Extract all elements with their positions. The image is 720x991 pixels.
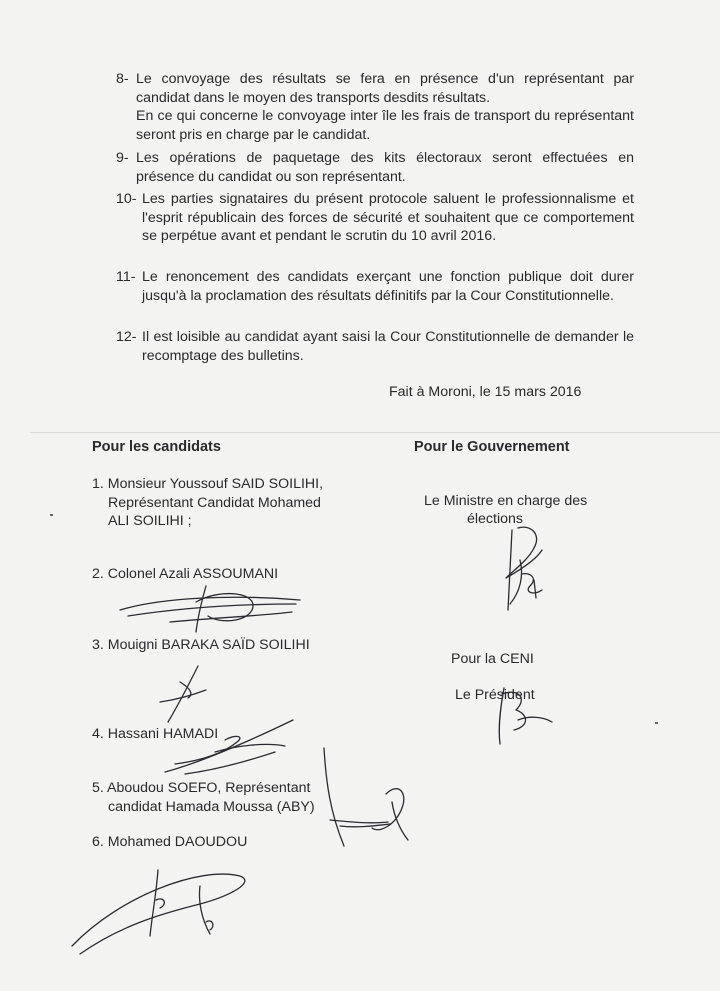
candidate-1-role: Représentant Candidat Mohamed — [108, 495, 321, 511]
candidate-6-name: 6. Mohamed DAOUDOU — [92, 834, 248, 850]
candidate-6-signature — [60, 856, 260, 966]
article-text: Les parties signataires du présent protocole saluent le professionnalisme et l'esprit républicain des forces de sécurité et souhaitent que ce comportement se perpétue avant et pendant le scrutin du 10 avril 2016. — [142, 191, 634, 244]
minister-title-2: élections — [467, 511, 523, 527]
article-11 — [116, 268, 634, 305]
place-date: Fait à Moroni, le 15 mars 2016 — [389, 384, 582, 400]
article-number: 11- — [116, 269, 136, 285]
ceni-label: Pour la CENI — [451, 651, 534, 667]
speck-mark — [50, 514, 53, 516]
candidate-2-signature — [110, 582, 310, 642]
minister-title: Le Ministre en charge des — [424, 493, 588, 509]
article-text: Il est loisible au candidat ayant saisi la Cour Constitutionnelle de demander le recomptage des bulletins. — [142, 329, 634, 364]
candidate-5-signature — [300, 742, 420, 852]
article-12 — [116, 328, 634, 365]
candidate-1-name: 1. Monsieur Youssouf SAID SOILIHI, — [92, 476, 324, 492]
candidate-5-role: candidat Hamada Moussa (ABY) — [108, 799, 315, 815]
candidate-4-name: 4. Hassani HAMADI — [92, 726, 219, 742]
candidate-3-name: 3. Mouigni BARAKA SAÏD SOILIHI — [92, 637, 310, 653]
article-10 — [116, 190, 634, 246]
article-text: Le renoncement des candidats exerçant une fonction publique doit durer jusqu'à la proclamation des résultats définitifs par la Cour Constitutionnelle. — [142, 269, 634, 304]
candidate-2-name: 2. Colonel Azali ASSOUMANI — [92, 566, 279, 582]
government-heading: Pour le Gouvernement — [414, 439, 570, 455]
article-number: 12- — [116, 329, 137, 345]
article-9 — [116, 149, 634, 186]
candidate-5-name: 5. Aboudou SOEFO, Représentant — [92, 780, 311, 796]
article-text: Les opérations de paquetage des kits électoraux seront effectuées en présence du candidat ou son représentant. — [136, 150, 634, 185]
article-8 — [116, 70, 634, 144]
article-number: 10- — [116, 191, 137, 207]
article-number: 8- — [116, 71, 129, 87]
president-label: Le Président — [455, 687, 535, 703]
minister-signature — [490, 520, 570, 620]
fold-line — [30, 432, 720, 433]
article-text: En ce qui concerne le convoyage inter île les frais de transport du représentant seront pris en charge par le candidat. — [136, 108, 634, 143]
candidate-4-signature — [155, 712, 305, 782]
candidates-heading: Pour les candidats — [92, 439, 221, 455]
speck-mark — [655, 722, 658, 724]
article-text: Le convoyage des résultats se fera en présence d'un représentant par candidat dans le moyen des transports desdits résultats. — [136, 71, 634, 106]
candidate-1-candidate: ALI SOILIHI ; — [108, 513, 192, 529]
president-signature — [488, 680, 558, 750]
article-number: 9- — [116, 150, 129, 166]
